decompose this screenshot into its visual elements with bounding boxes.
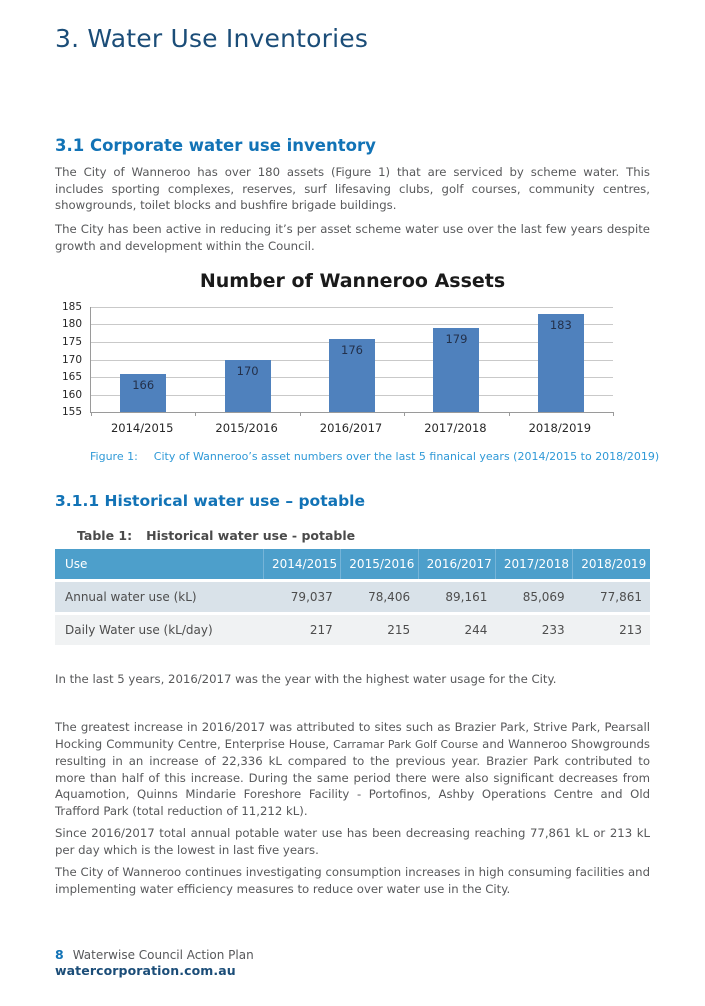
chart-bar-slot: [300, 307, 404, 412]
table-header-cell: 2014/2015: [264, 549, 341, 581]
paragraph: Since 2016/2017 total annual potable water use has been decreasing reaching 77,861 kL or 213 kL per day which is the lowest in last five years.: [55, 826, 650, 857]
chart-x-tick-label: 2016/2017: [319, 421, 383, 435]
chart-bar-2016-2017: [329, 339, 375, 413]
table-cell: 217: [264, 614, 341, 647]
chart-bars: [91, 307, 613, 412]
chart-axis-tick: [509, 412, 510, 416]
paragraph-text-alt-font: Carramar Park Golf Course: [333, 737, 479, 751]
chart-bar-value-label: 179: [445, 332, 468, 346]
chart-y-tick-label: 165: [61, 370, 82, 383]
chart-axis-ticks: [91, 412, 613, 416]
table-row-label: Daily Water use (kL/day): [55, 614, 264, 647]
table-caption-text: Historical water use - potable: [146, 528, 356, 543]
chart-axis-tick: [300, 412, 301, 416]
table-header-cell: Use: [55, 549, 264, 581]
chart-x-tick-label: 2014/2015: [110, 421, 174, 435]
chart-bar-2017-2018: [433, 328, 479, 412]
table-cell: 244: [418, 614, 495, 647]
table-cell: 85,069: [495, 581, 572, 614]
paragraph: The City of Wanneroo continues investigating consumption increases in high consuming facilities and implementing water efficiency measures to reduce over water use in the City.: [55, 865, 650, 896]
chart-bar-slot: [195, 307, 299, 412]
chart-y-axis: [55, 301, 90, 418]
table-caption: [55, 528, 672, 543]
chart-axis-tick: [404, 412, 405, 416]
chart-y-tick-label: 160: [61, 388, 82, 401]
chart-bar-value-label: 176: [341, 342, 363, 357]
chart-y-tick-label: 185: [61, 301, 82, 313]
chart-y-tick-label: 155: [61, 406, 82, 418]
table-header-cell: 2017/2018: [495, 549, 572, 581]
table-cell: 215: [341, 614, 418, 647]
table-body: [55, 581, 650, 647]
table-cell: 78,406: [341, 581, 418, 614]
table-header-cell: 2015/2016: [341, 549, 418, 581]
chart-axis-tick: [195, 412, 196, 416]
paragraph-text: and Wanneroo Showgrounds resulting in an increase of 22,336 kL compared to the previous year. Brazier Park contributed to more than half of this increase. During the same period there were also significant decreases from Aquamotion, Quinns Mindarie Foreshore Facility - Portofinos, Ashby Operations Centre and Old Trafford Park (total reduction of 11,212 kL).: [55, 736, 650, 818]
section-3-1-heading: 3.1 Corporate water use inventory: [55, 136, 376, 155]
chart-x-tick-label: 2017/2018: [424, 421, 487, 435]
chart-axis-tick: [613, 412, 614, 416]
figure-caption: [55, 450, 685, 463]
footer-website: watercorporation.com.au: [55, 963, 236, 978]
footer-line1: [55, 947, 650, 963]
chart-bar-value-label: 183: [549, 318, 572, 332]
chart-bar-2014-2015: [120, 374, 166, 413]
chart-bar-slot: [91, 307, 195, 412]
table-header-row: [55, 549, 650, 581]
figure-caption-text: City of Wanneroo’s asset numbers over the last 5 finanical years (2014/2015 to 2018/2019): [153, 450, 660, 463]
paragraph: The City has been active in reducing it’s per asset scheme water use over the last few years despite growth and development within the Council.: [55, 222, 650, 253]
chart-y-tick-label: 180: [61, 318, 82, 331]
chart-bar-slot: [509, 307, 613, 412]
chart-y-tick-label: 175: [61, 335, 82, 348]
page-number: 8: [55, 947, 64, 962]
table-header-cell: 2018/2019: [573, 549, 650, 581]
section-3-1-1-heading: 3.1.1 Historical water use – potable: [55, 492, 365, 510]
page-title: 3. Water Use Inventories: [55, 24, 369, 53]
chart-title: Number of Wanneroo Assets: [199, 270, 506, 292]
page-footer: [55, 947, 650, 978]
assets-bar-chart: [55, 270, 650, 435]
historical-water-use-table: [55, 549, 650, 648]
chart-x-tick-label: 2015/2016: [215, 421, 278, 435]
paragraph: [55, 719, 650, 819]
chart-bar-2018-2019: [538, 314, 584, 412]
paragraph-text: The greatest increase in 2016/2017 was attributed to sites such as Brazier Park, Strive Park, Pearsall Hocking Community Centre, Enterprise House,: [55, 720, 650, 751]
table-cell: 233: [495, 614, 572, 647]
footer-doc-title: Waterwise Council Action Plan: [72, 948, 254, 962]
table-row: [55, 614, 650, 647]
chart-plot-area: [90, 307, 613, 413]
chart-bar-2015-2016: [225, 360, 271, 413]
table-header-cell: 2016/2017: [418, 549, 495, 581]
chart-bar-value-label: 166: [132, 377, 155, 392]
chart-bar-slot: [404, 307, 508, 412]
chart-x-axis: [90, 421, 612, 435]
table-cell: 77,861: [573, 581, 650, 614]
chart-x-tick-label: 2018/2019: [528, 421, 592, 435]
table-row: [55, 581, 650, 614]
figure-caption-label: Figure 1:: [90, 450, 138, 463]
table-cell: 89,161: [418, 581, 495, 614]
table-caption-label: Table 1:: [77, 528, 133, 543]
table-row-label: Annual water use (kL): [55, 581, 264, 614]
paragraph: In the last 5 years, 2016/2017 was the year with the highest water usage for the City.: [55, 672, 557, 686]
chart-y-tick-label: 170: [61, 353, 82, 366]
chart-axis-tick: [91, 412, 92, 416]
table-cell: 213: [573, 614, 650, 647]
chart-bar-value-label: 170: [236, 363, 259, 378]
paragraph: The City of Wanneroo has over 180 assets (Figure 1) that are serviced by scheme water. This includes sporting complexes, reserves, surf lifesaving clubs, golf courses, community centres, showgrounds, toilet blocks and bushfire brigade buildings.: [55, 165, 650, 212]
table-cell: 79,037: [264, 581, 341, 614]
